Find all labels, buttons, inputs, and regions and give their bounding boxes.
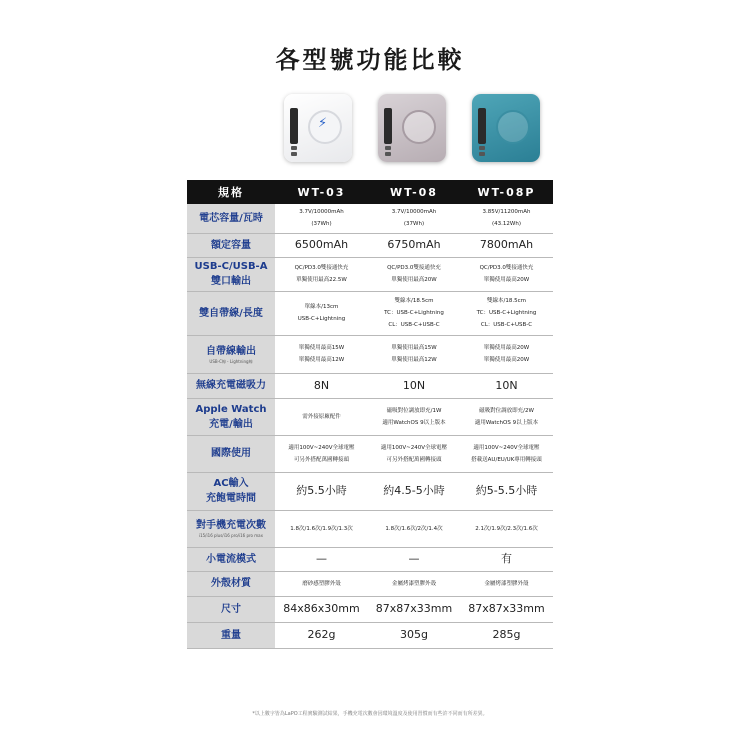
cell-wt-08: 金屬烤漆塑膠外殼 xyxy=(368,571,460,596)
row-label: 重量 xyxy=(187,622,275,648)
cell-wt-08p: 磁吸對位調放即充/2W 適用WatchOS 9以上版本 xyxy=(460,398,553,435)
row-label: Apple Watch 充電/輸出 xyxy=(187,398,275,435)
cell-wt-03: 84x86x30mm xyxy=(275,596,368,622)
cell-wt-03: 262g xyxy=(275,622,368,648)
row-label: 雙自帶線/長度 xyxy=(187,291,275,335)
cell-wt-08p: 約5-5.5小時 xyxy=(460,472,553,510)
cell-wt-03: 3.7V/10000mAh (37Wh) xyxy=(275,204,368,233)
cell-wt-03: 磨砂感塑膠外殼 xyxy=(275,571,368,596)
wireless-charging-icon xyxy=(402,110,436,144)
cell-wt-03: 單獨使用最高15W 單獨使用最高12W xyxy=(275,335,368,373)
product-image-wt-08 xyxy=(378,94,446,162)
cell-wt-03: 6500mAh xyxy=(275,233,368,257)
cell-wt-08: 3.7V/10000mAh (37Wh) xyxy=(368,204,460,233)
cell-wt-08p: 單獨使用最高20W 單獨使用最高20W xyxy=(460,335,553,373)
table-row xyxy=(187,335,553,373)
cell-wt-08p: 7800mAh xyxy=(460,233,553,257)
cell-wt-08: 單獨使用最高15W 單獨使用最高12W xyxy=(368,335,460,373)
row-label: 額定容量 xyxy=(187,233,275,257)
product-image-wt-08p xyxy=(472,94,540,162)
cell-wt-08: 305g xyxy=(368,622,460,648)
header-wt-08p: WT-08P xyxy=(460,180,553,204)
cell-wt-08: 6750mAh xyxy=(368,233,460,257)
port-icon xyxy=(479,152,485,156)
table-row xyxy=(187,571,553,596)
table-row xyxy=(187,398,553,435)
table-row xyxy=(187,596,553,622)
display-screen-icon xyxy=(384,108,392,144)
header-spec: 規格 xyxy=(187,180,275,204)
cell-wt-03: 單線本/13cm USB-C+Lightning xyxy=(275,291,368,335)
cell-wt-08: 約4.5-5小時 xyxy=(368,472,460,510)
display-screen-icon xyxy=(290,108,298,144)
cell-wt-08p: 2.1次/1.9次/2.3次/1.6次 xyxy=(460,510,553,547)
cell-wt-08: 10N xyxy=(368,373,460,398)
table-body xyxy=(187,204,553,648)
port-icon xyxy=(385,152,391,156)
table-row xyxy=(187,435,553,472)
row-label: AC輸入 充飽電時間 xyxy=(187,472,275,510)
row-sublabel: USB-C線・Lightning線 xyxy=(209,358,253,364)
table-row xyxy=(187,373,553,398)
row-label: 自帶線輸出 USB-C線・Lightning線 xyxy=(187,335,275,373)
cell-wt-03: 8N xyxy=(275,373,368,398)
cell-wt-03: 適用100V~240V全球電壓 可另外搭配萬國轉接頭 xyxy=(275,435,368,472)
cell-wt-08: 87x87x33mm xyxy=(368,596,460,622)
cell-wt-08p: 有 xyxy=(460,547,553,571)
cell-wt-08: 雙線本/18.5cm TC：USB-C+Lightning CL：USB-C+USB-C xyxy=(368,291,460,335)
port-icon xyxy=(479,146,485,150)
row-label: USB-C/USB-A 雙口輸出 xyxy=(187,257,275,291)
table-row xyxy=(187,622,553,648)
table-row xyxy=(187,257,553,291)
footnote: *以上數字皆為LaPO工程實驗測試結果，手機充電次數會因環境溫度及使用習慣而有些許不同而有所差異。 xyxy=(252,711,488,717)
cell-wt-08p: 雙線本/18.5cm TC：USB-C+Lightning CL：USB-C+USB-C xyxy=(460,291,553,335)
row-sublabel: i15/i16 plus/i16 pro/i16 pro max xyxy=(198,533,263,538)
table-row xyxy=(187,510,553,547)
table-row xyxy=(187,472,553,510)
cell-wt-08: 適用100V~240V全球電壓 可另外搭配萬國轉接頭 xyxy=(368,435,460,472)
page-title: 各型號功能比較 xyxy=(275,46,465,74)
port-icon xyxy=(385,146,391,150)
cell-wt-08: 磁吸對位調放即充/1W 適用WatchOS 9以上版本 xyxy=(368,398,460,435)
cell-wt-03: 1.8次/1.6次/1.9次/1.3次 xyxy=(275,510,368,547)
product-image-wt-03 xyxy=(284,94,352,162)
table-header-row xyxy=(187,180,553,204)
cell-wt-08: — xyxy=(368,547,460,571)
table-row xyxy=(187,291,553,335)
cell-wt-08p: 金屬烤漆塑膠外殼 xyxy=(460,571,553,596)
display-screen-icon xyxy=(478,108,486,144)
cell-wt-08p: 10N xyxy=(460,373,553,398)
header-wt-03: WT-03 xyxy=(275,180,368,204)
row-label: 國際使用 xyxy=(187,435,275,472)
cell-wt-08p: 87x87x33mm xyxy=(460,596,553,622)
cell-wt-08: 1.8次/1.6次/2次/1.4次 xyxy=(368,510,460,547)
table-row xyxy=(187,233,553,257)
cell-wt-08p: 3.85V/11200mAh (43.12Wh) xyxy=(460,204,553,233)
cell-wt-03: 需外接原廠配件 xyxy=(275,398,368,435)
table-row xyxy=(187,204,553,233)
cell-wt-08p: 適用100V~240V全球電壓 搭載送AU/EU/UK專用轉接頭 xyxy=(460,435,553,472)
wireless-charging-icon xyxy=(308,110,342,144)
cell-wt-03: QC/PD3.0雙接通快充 單獨使用最高22.5W xyxy=(275,257,368,291)
cell-wt-08p: QC/PD3.0雙接通快充 單獨使用最高20W xyxy=(460,257,553,291)
row-label: 對手機充電次數 i15/i16 plus/i16 pro/i16 pro max xyxy=(187,510,275,547)
table-row xyxy=(187,547,553,571)
row-label: 無線充電磁吸力 xyxy=(187,373,275,398)
port-icon xyxy=(291,152,297,156)
cell-wt-03: — xyxy=(275,547,368,571)
row-label: 外殼材質 xyxy=(187,571,275,596)
port-icon xyxy=(291,146,297,150)
cell-wt-03: 約5.5小時 xyxy=(275,472,368,510)
cell-wt-08: QC/PD3.0雙接通快充 單獨使用最高20W xyxy=(368,257,460,291)
header-wt-08: WT-08 xyxy=(368,180,460,204)
wireless-charging-icon xyxy=(496,110,530,144)
row-label: 小電流模式 xyxy=(187,547,275,571)
cell-wt-08p: 285g xyxy=(460,622,553,648)
comparison-table xyxy=(187,180,553,649)
row-label: 尺寸 xyxy=(187,596,275,622)
row-label: 電芯容量/瓦時 xyxy=(187,204,275,233)
